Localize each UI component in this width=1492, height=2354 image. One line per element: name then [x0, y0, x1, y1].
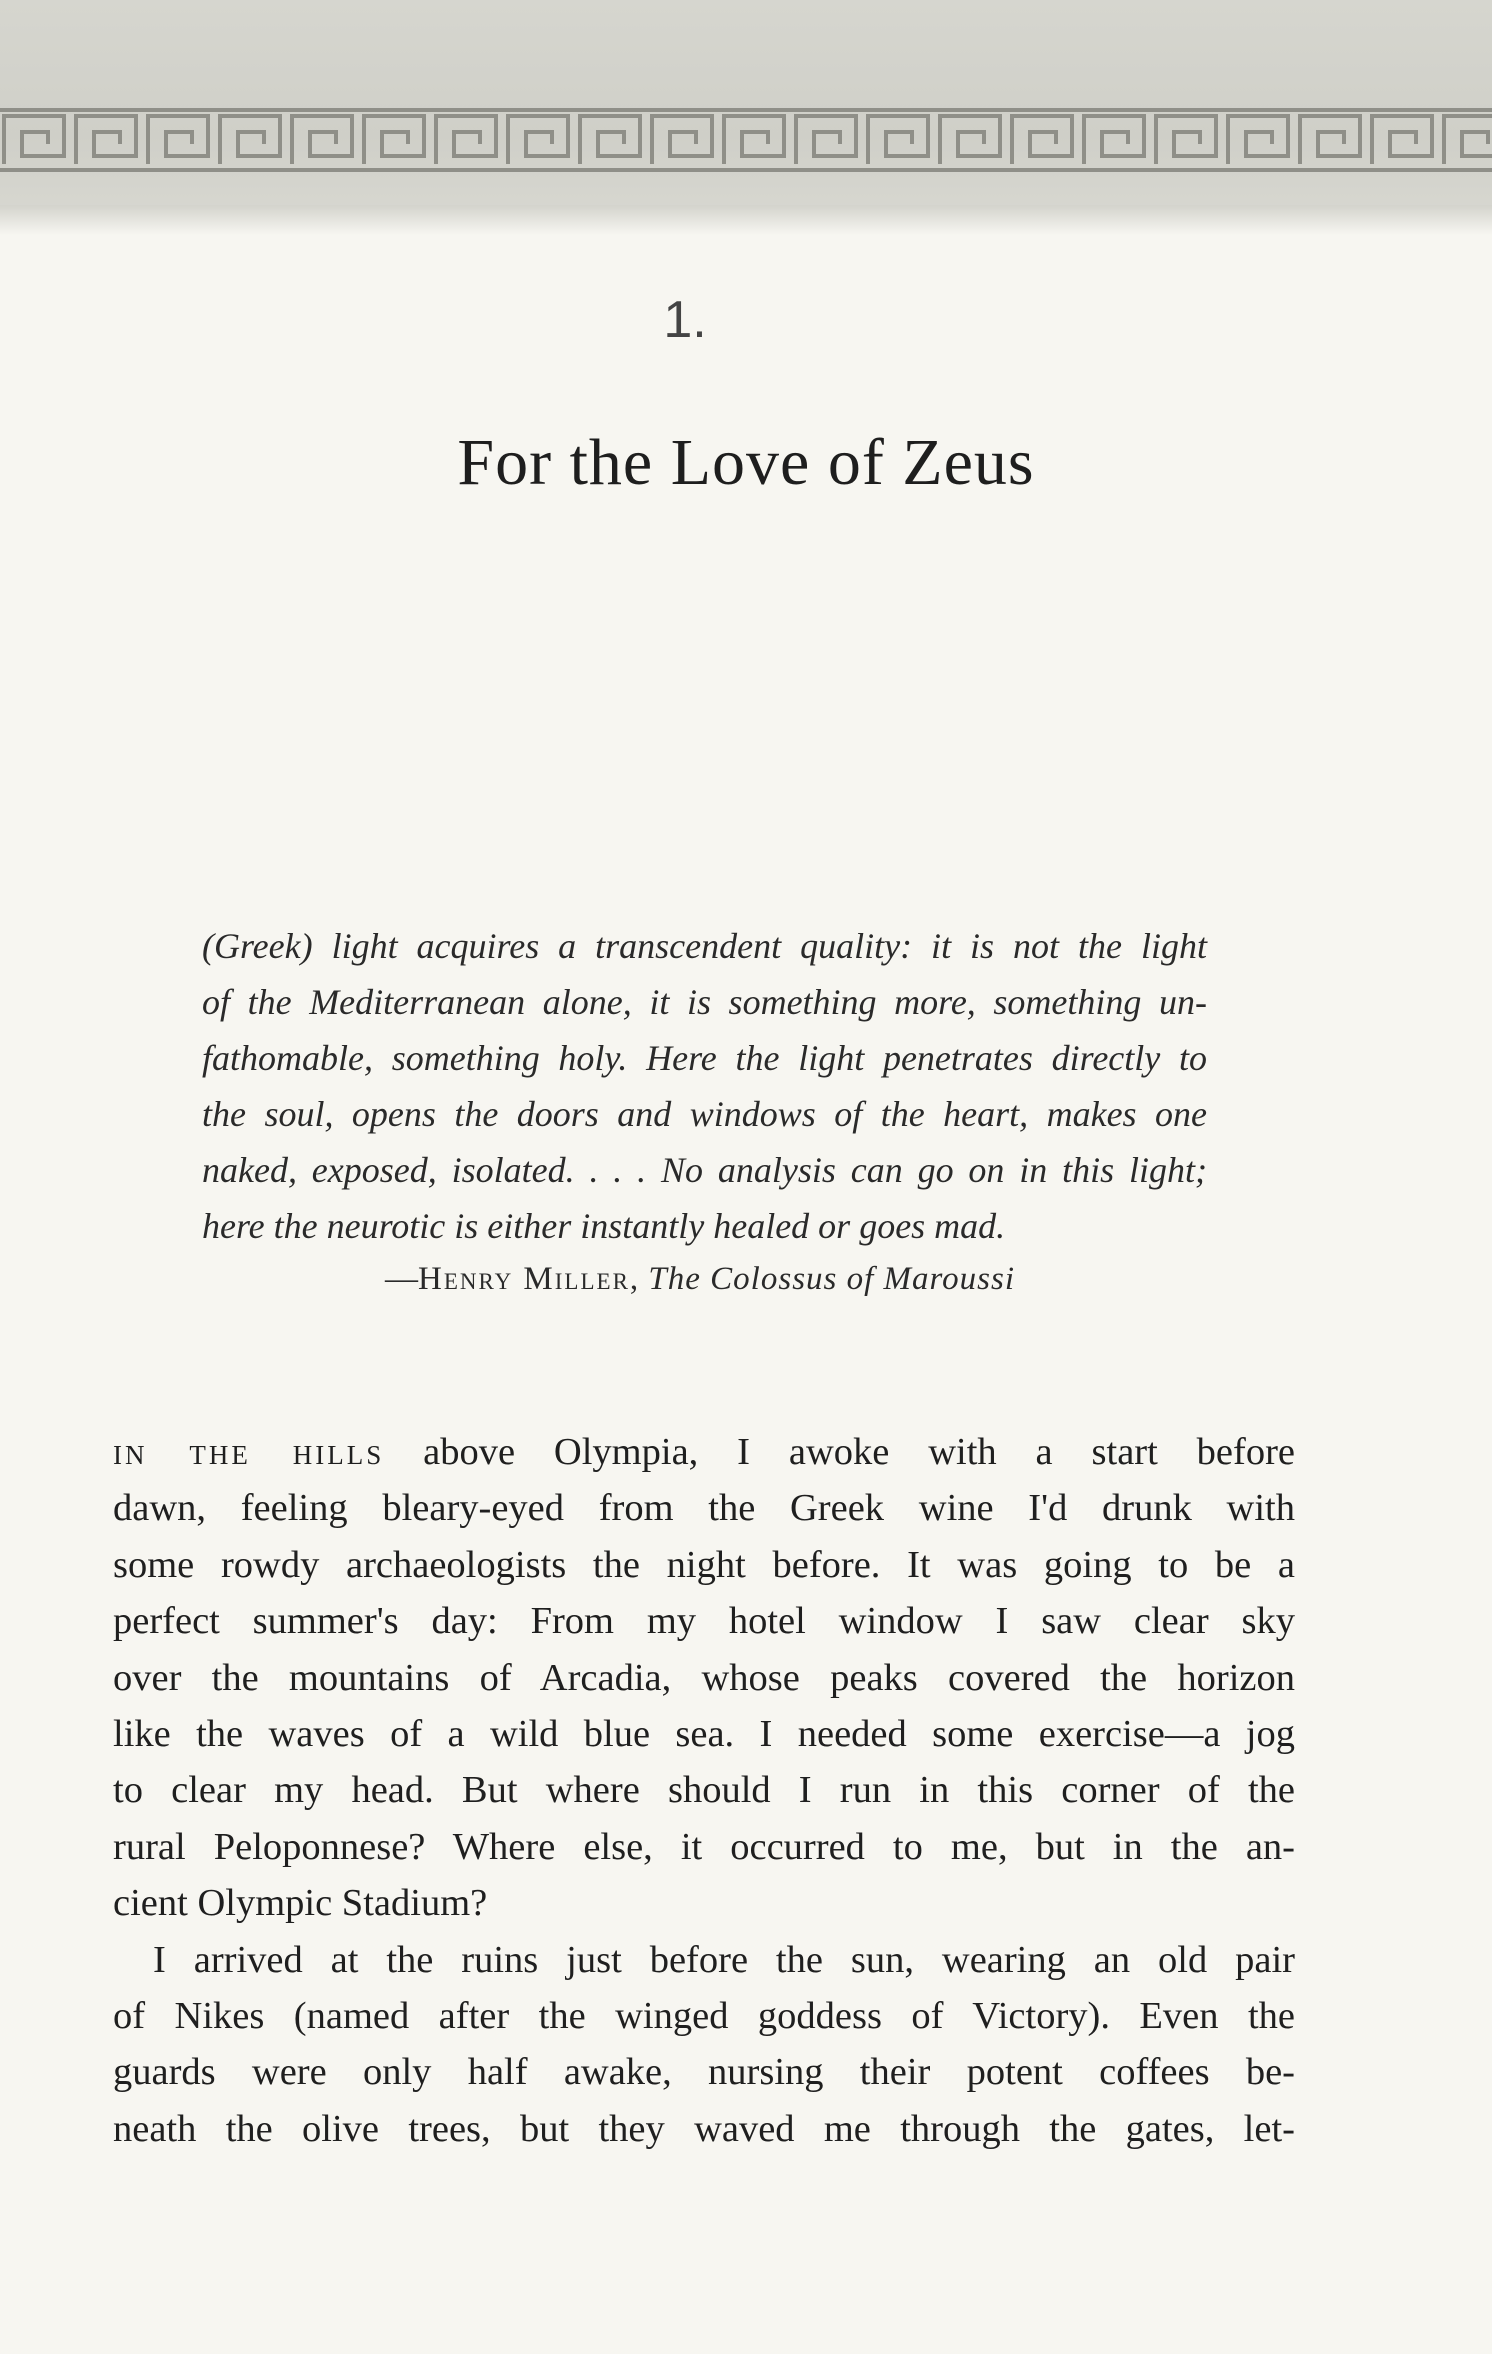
body-line: cient Olympic Stadium?	[113, 1882, 488, 1925]
greek-key-segment	[4, 116, 64, 164]
chapter-number: 1.	[663, 291, 707, 349]
greek-key-segment	[1300, 116, 1360, 164]
attribution-work: The Colossus of Maroussi	[648, 1261, 1016, 1297]
attribution-dash: —	[385, 1261, 418, 1297]
opening-smallcaps: in the hills	[113, 1431, 385, 1473]
body-line	[113, 1424, 1295, 1480]
greek-key-segment	[1228, 116, 1288, 164]
body-line: I arrived at the ruins just before the sun, wearing an old pair	[153, 1938, 1295, 1981]
greek-key-segment	[868, 116, 928, 164]
epigraph-line: the soul, opens the doors and windows of the heart, makes one	[202, 1094, 1207, 1134]
epigraph-line: of the Mediterranean alone, it is something more, something un-	[202, 982, 1207, 1022]
greek-key-segment	[364, 116, 424, 164]
greek-key-segment	[292, 116, 352, 164]
greek-key-segment	[1444, 116, 1492, 164]
greek-key-segment	[940, 116, 1000, 164]
header-band-fade	[0, 205, 1492, 235]
body-line: rural Peloponnese? Where else, it occurred to me, but in the an-	[113, 1825, 1295, 1868]
greek-key-segment	[1012, 116, 1072, 164]
epigraph-line: here the neurotic is either instantly healed or goes mad.	[202, 1206, 1006, 1246]
body-line: over the mountains of Arcadia, whose peaks covered the horizon	[113, 1656, 1295, 1699]
greek-key-segment	[508, 116, 568, 164]
body-line: perfect summer's day: From my hotel window I saw clear sky	[113, 1600, 1295, 1643]
chapter-title: For the Love of Zeus	[457, 426, 1035, 499]
greek-key-segment	[436, 116, 496, 164]
body-line: some rowdy archaeologists the night before. It was going to be a	[113, 1543, 1295, 1586]
epigraph-line: (Greek) light acquires a transcendent quality: it is not the light	[202, 926, 1207, 966]
epigraph-attribution	[385, 1261, 1085, 1298]
body-line-text: above Olympia, I awoke with a start before	[384, 1431, 1295, 1473]
greek-key-segment	[724, 116, 784, 164]
attribution-author: Henry Miller,	[418, 1261, 641, 1297]
greek-key-segment	[1156, 116, 1216, 164]
greek-key-segment	[76, 116, 136, 164]
greek-key-segment	[1372, 116, 1432, 164]
body-line: like the waves of a wild blue sea. I needed some exercise—a jog	[113, 1713, 1295, 1756]
epigraph-line: naked, exposed, isolated. . . . No analysis can go on in this light;	[202, 1150, 1207, 1190]
chapter-body	[113, 1424, 1295, 2157]
body-line: to clear my head. But where should I run in this corner of the	[113, 1769, 1295, 1812]
epigraph	[202, 918, 1207, 1254]
greek-key-segment	[652, 116, 712, 164]
greek-key-segment	[148, 116, 208, 164]
greek-key-segment	[580, 116, 640, 164]
body-line: dawn, feeling bleary-eyed from the Greek wine I'd drunk with	[113, 1487, 1295, 1530]
body-line: of Nikes (named after the winged goddess of Victory). Even the	[113, 1995, 1295, 2038]
greek-key-segment	[220, 116, 280, 164]
greek-key-segment	[796, 116, 856, 164]
greek-key-segment	[1084, 116, 1144, 164]
body-line: neath the olive trees, but they waved me through the gates, let-	[113, 2107, 1295, 2150]
greek-key-border	[0, 108, 1492, 172]
epigraph-line: fathomable, something holy. Here the light penetrates directly to	[202, 1038, 1207, 1078]
body-line: guards were only half awake, nursing their potent coffees be-	[113, 2051, 1295, 2094]
